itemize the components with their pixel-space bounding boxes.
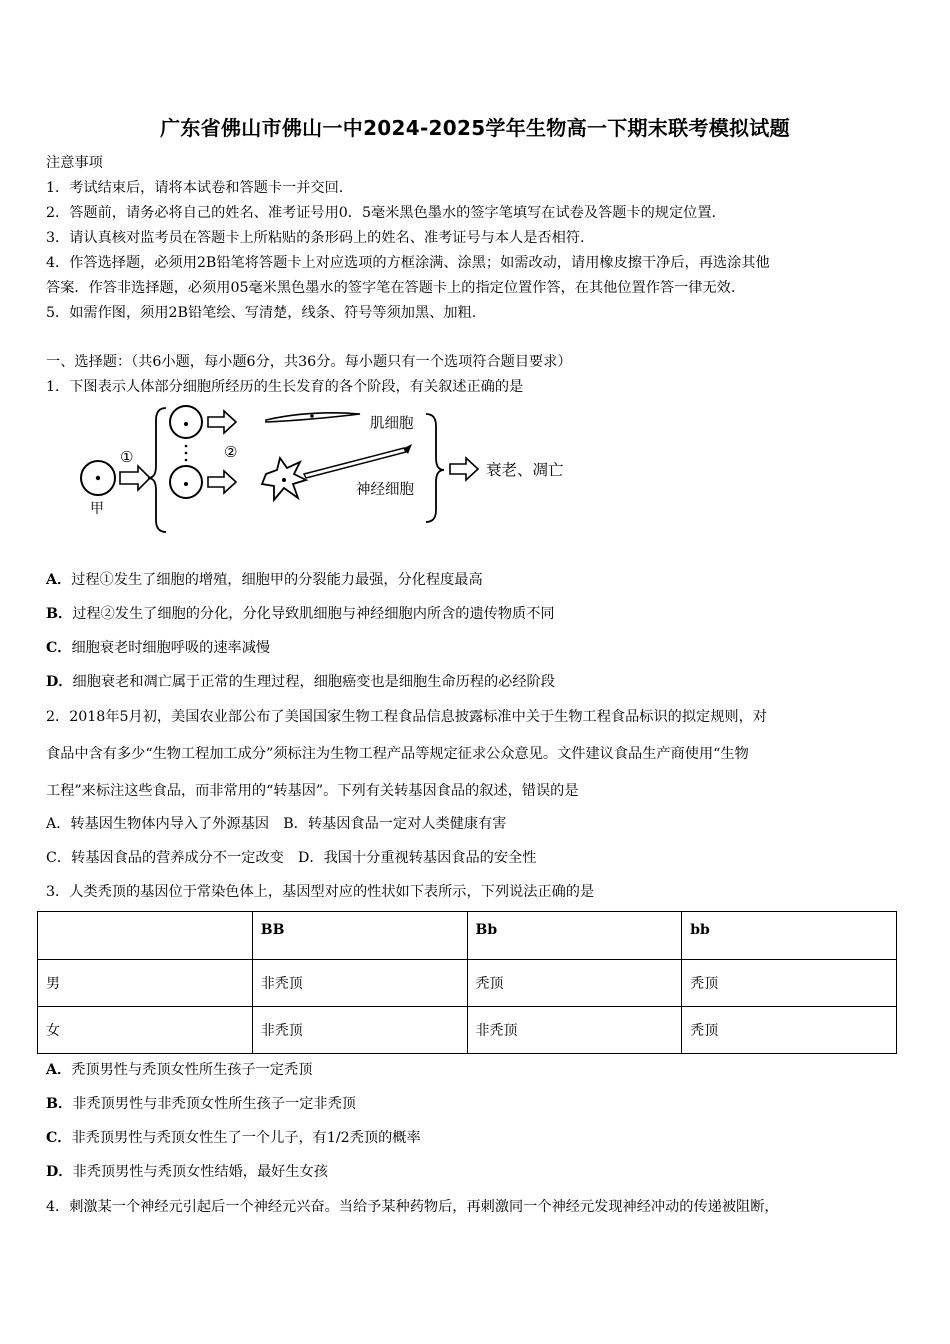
label-step2: ②: [224, 443, 238, 461]
q2-options-row-2: C．转基因食品的营养成分不一定改变 D．我国十分重视转基因食品的安全性: [46, 850, 537, 866]
notice-item: 1．考试结束后，请将本试卷和答题卡一并交回.: [46, 180, 344, 196]
genotype-table: [37, 911, 897, 1054]
arrow-step1: [120, 466, 150, 490]
table-cell: 非秃顶: [252, 960, 467, 1007]
table-row: [38, 1007, 897, 1054]
q3-option-b: [46, 1093, 356, 1113]
arrow-lower: [208, 471, 236, 493]
arrow-final: [450, 458, 478, 480]
q3-option-a: [46, 1059, 312, 1079]
question-3-stem: 3．人类秃顶的基因位于常染色体上，基因型对应的性状如下表所示，下列说法正确的是: [46, 884, 595, 900]
option-text: 非秃顶男性与秃顶女性生了一个儿子，有1/2秃顶的概率: [71, 1130, 421, 1146]
table-cell: 秃顶: [682, 960, 897, 1007]
option-text: 过程②发生了细胞的分化，分化导致肌细胞与神经细胞内所含的遗传物质不同: [72, 606, 555, 622]
question-2-line: 2．2018年5月初，美国农业部公布了美国国家生物工程食品信息披露标准中关于生物工程食品标识的拟定规则，对: [46, 709, 767, 725]
table-cell: 非秃顶: [467, 1007, 682, 1054]
option-letter: D．: [46, 1164, 73, 1180]
table-cell: 女: [38, 1007, 253, 1054]
question-4-stem: 4．刺激某一个神经元引起后一个神经元兴奋。当给予某种药物后，再刺激同一个神经元发现神经冲动的传递被阻断，: [46, 1199, 779, 1215]
cell-upper: [170, 406, 202, 438]
table-cell: 男: [38, 960, 253, 1007]
notice-item: 5．如需作图，须用2B铅笔绘、写清楚，线条、符号等须加黑、加粗.: [46, 305, 477, 321]
q1-option-a: [46, 569, 483, 589]
label-aging: 衰老、凋亡: [486, 461, 564, 479]
table-header-row: [38, 912, 897, 960]
option-text: 非秃顶男性与秃顶女性结婚，最好生女孩: [72, 1164, 328, 1180]
question-1-stem: 1．下图表示人体部分细胞所经历的生长发育的各个阶段，有关叙述正确的是: [46, 379, 524, 395]
option-letter: D．: [46, 674, 73, 690]
cell-development-diagram: [70, 400, 610, 540]
section-heading: 一、选择题：（共6小题，每小题6分，共36分。每小题只有一个选项符合题目要求）: [46, 354, 572, 370]
notice-item: 2．答题前，请务必将自己的姓名、准考证号用0．5毫米黑色墨水的签字笔填写在试卷及答题卡的规定位置.: [46, 205, 717, 221]
q3-option-d: [46, 1161, 328, 1181]
label-muscle: 肌细胞: [370, 416, 414, 432]
muscle-cell-shape: [266, 413, 360, 422]
label-nerve: 神经细胞: [356, 482, 414, 498]
q2-options-row-1: A．转基因生物体内导入了外源基因 B．转基因食品一定对人类健康有害: [46, 816, 507, 832]
option-letter: B．: [46, 606, 73, 622]
question-2-line: 工程”来标注这些食品，而非常用的“转基因”。下列有关转基因食品的叙述，错误的是: [46, 783, 579, 799]
label-jia: 甲: [90, 501, 104, 517]
q1-option-c: [46, 637, 270, 657]
notice-item: 3．请认真核对监考员在答题卡上所粘贴的条形码上的姓名、准考证号与本人是否相符.: [46, 230, 585, 246]
q1-option-d: [46, 671, 555, 691]
arrow-upper: [208, 411, 236, 433]
option-text: 非秃顶男性与非秃顶女性所生孩子一定非秃顶: [72, 1096, 356, 1112]
option-letter: A．: [46, 572, 72, 588]
question-2-line: 食品中含有多少“生物工程加工成分”须标注为生物工程产品等规定征求公众意见。文件建议食品生产商使用“生物: [46, 746, 749, 762]
option-text: 过程①发生了细胞的增殖，细胞甲的分裂能力最强，分化程度最高: [71, 572, 483, 588]
option-letter: C．: [46, 1130, 72, 1146]
option-text: 细胞衰老和凋亡属于正常的生理过程，细胞癌变也是细胞生命历程的必经阶段: [72, 674, 555, 690]
cell-lower: [170, 466, 202, 498]
q3-option-c: [46, 1127, 421, 1147]
table-row: [38, 960, 897, 1007]
option-letter: C．: [46, 640, 72, 656]
label-step1: ①: [120, 448, 134, 466]
notice-heading: 注意事项: [46, 155, 103, 171]
table-cell: 秃顶: [467, 960, 682, 1007]
option-letter: A．: [46, 1062, 72, 1078]
notice-item: 4．作答选择题，必须用2B铅笔将答题卡上对应选项的方框涂满、涂黑；如需改动，请用橡皮擦干净后，再选涂其他: [46, 255, 770, 271]
table-header-cell: Bb: [467, 912, 682, 960]
option-text: 细胞衰老时细胞呼吸的速率减慢: [71, 640, 271, 656]
table-header-cell: bb: [682, 912, 897, 960]
left-brace: [148, 408, 166, 532]
cell-jia: [81, 461, 115, 495]
page-title: 广东省佛山市佛山一中2024-2025学年生物高一下期末联考模拟试题: [160, 116, 790, 140]
table-header-cell: BB: [252, 912, 467, 960]
table-cell: 非秃顶: [252, 1007, 467, 1054]
notice-item: 答案．作答非选择题，必须用05毫米黑色墨水的签字笔在答题卡上的指定位置作答，在其他位置作答一律无效.: [46, 280, 736, 296]
right-brace: [426, 414, 444, 522]
table-cell: 秃顶: [682, 1007, 897, 1054]
option-letter: B．: [46, 1096, 73, 1112]
option-text: 秃顶男性与秃顶女性所生孩子一定秃顶: [71, 1062, 313, 1078]
q1-option-b: [46, 603, 555, 623]
table-header-cell: [38, 912, 253, 960]
